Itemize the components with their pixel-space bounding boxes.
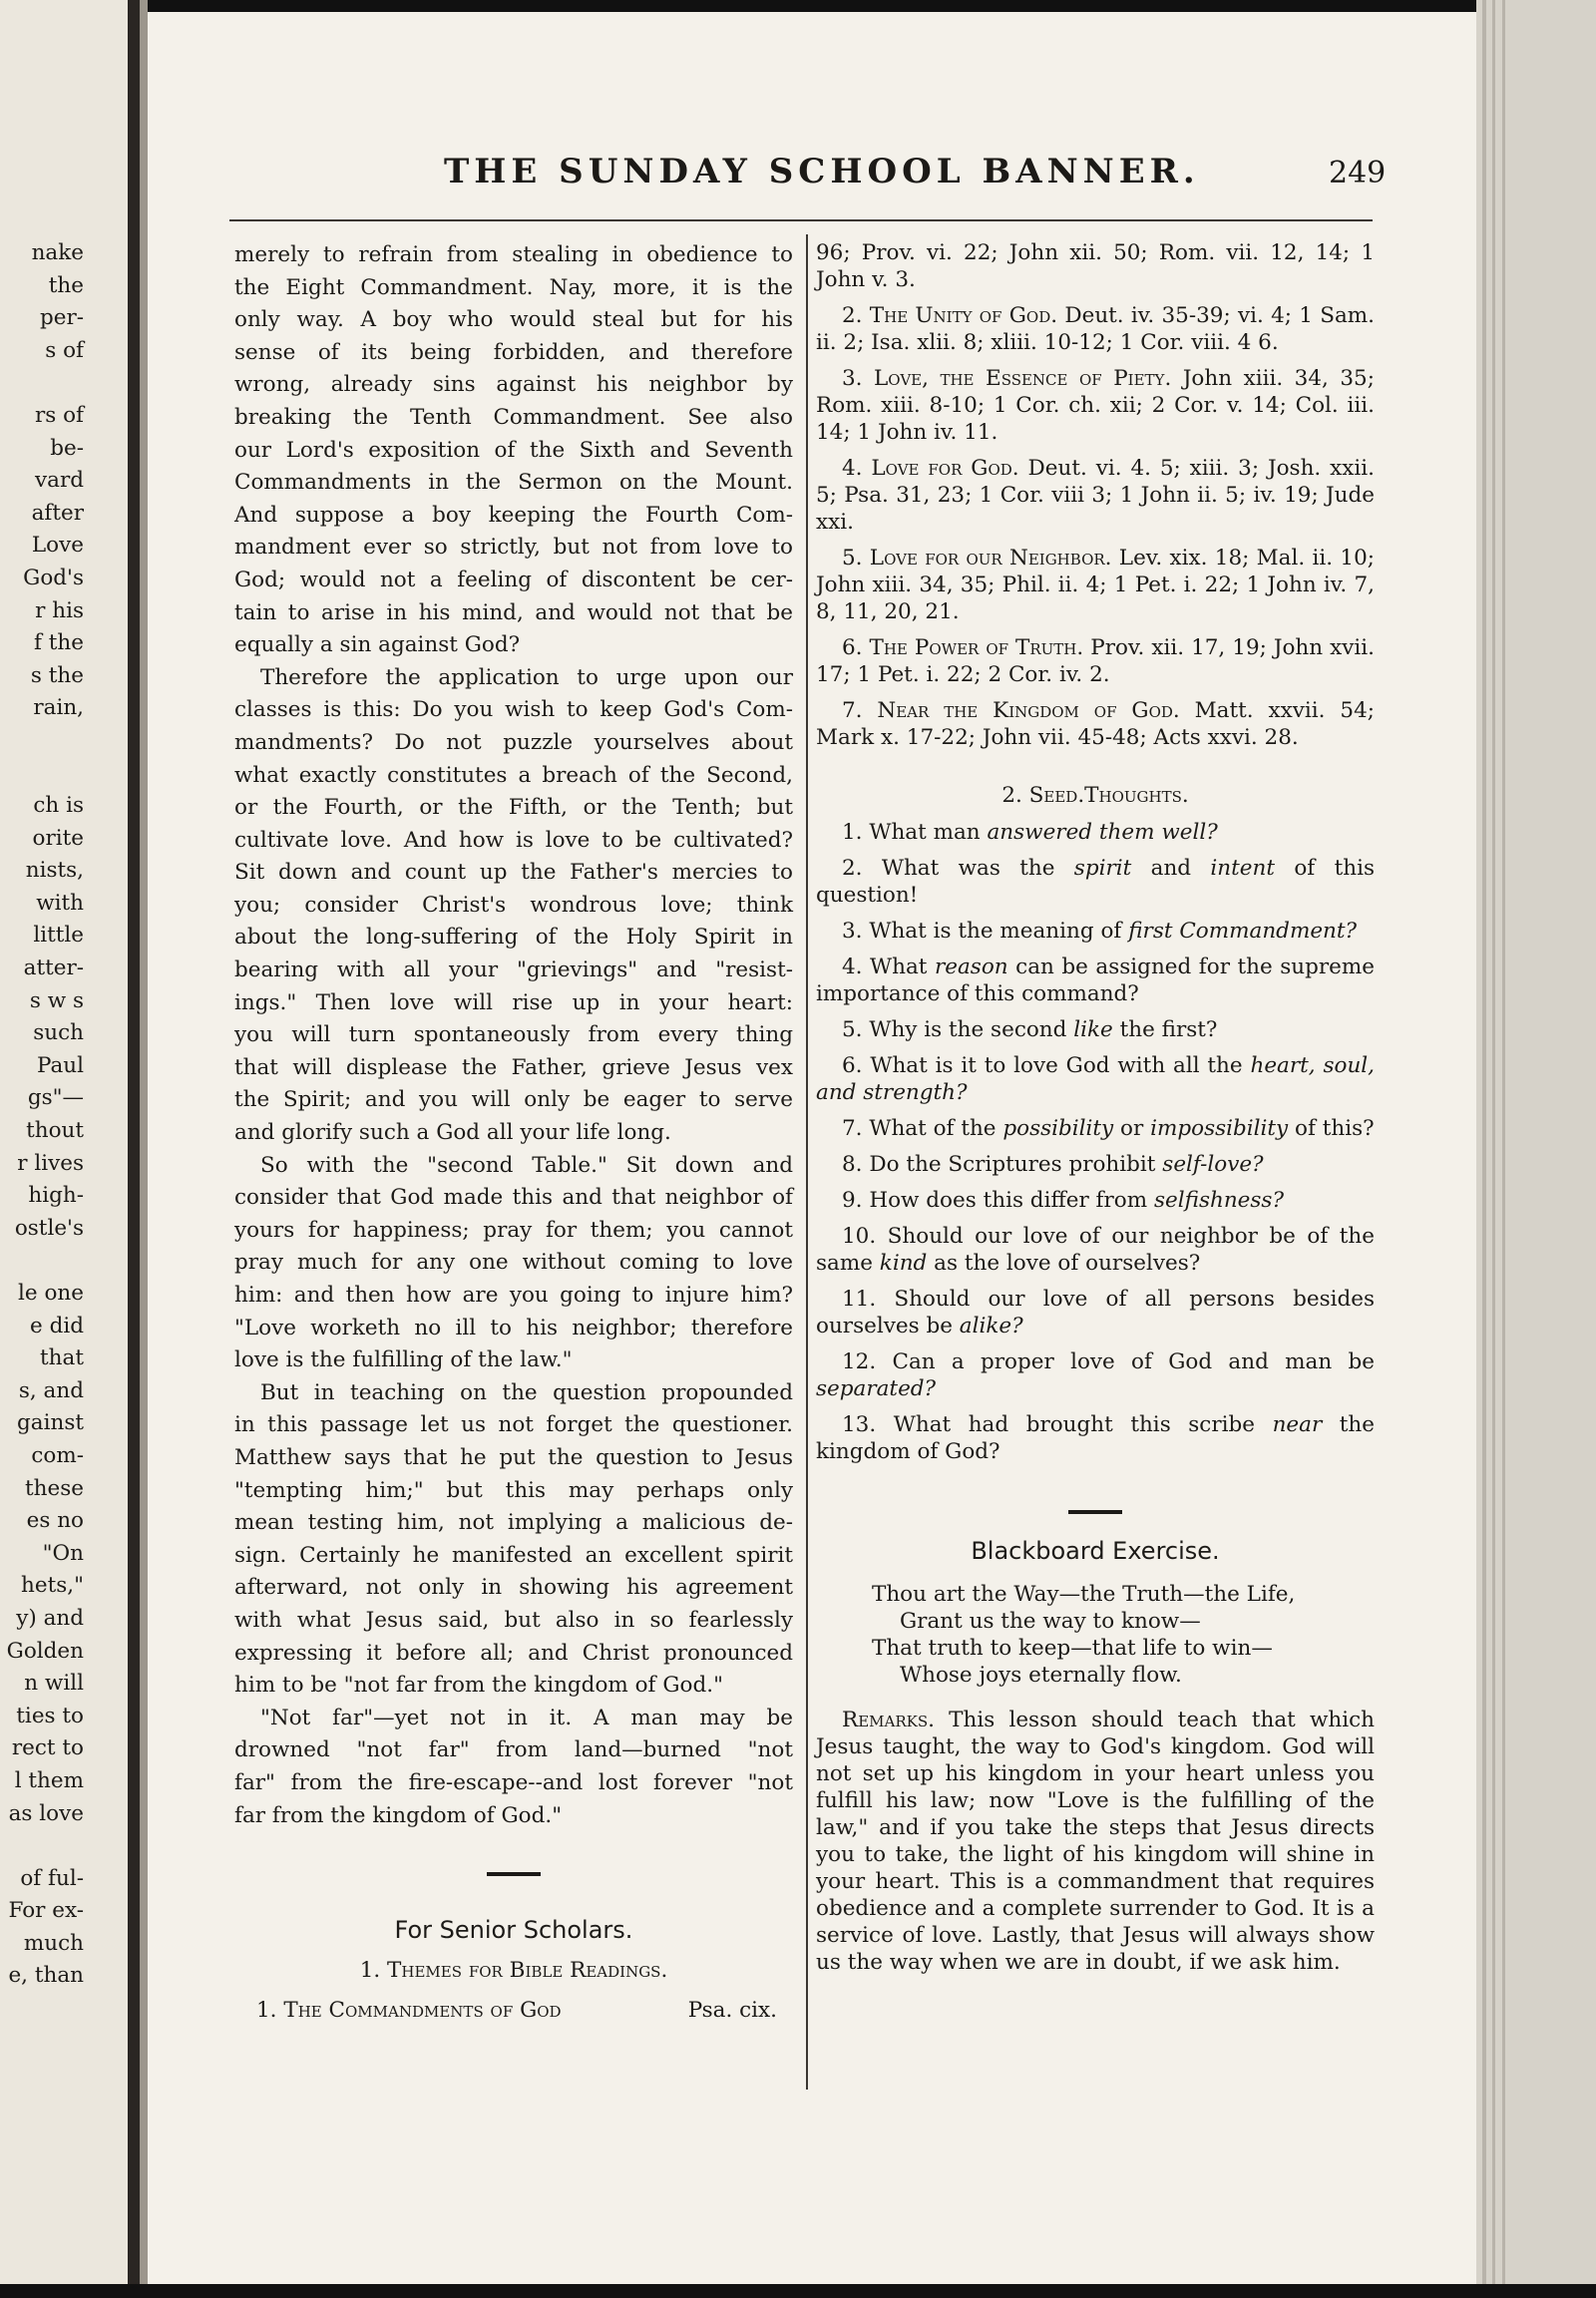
text-line: ings." Then love will rise up in your heart: (234, 989, 793, 1015)
theme-title: 5. Love for our Neighbor. (842, 546, 1112, 571)
page-number: 249 (1329, 156, 1387, 191)
emphasis: kind (879, 1251, 928, 1276)
question-item (816, 1187, 1375, 1214)
fragment-line: le one (18, 1281, 84, 1306)
theme-title: 2. The Unity of God. (842, 303, 1058, 328)
text-line: sign. Certainly he manifested an excellent spirit (234, 1542, 793, 1568)
question-item (816, 819, 1375, 846)
question-item (816, 1348, 1375, 1402)
question-text: 10. Should our love of our neighbor be of the same (816, 1224, 1375, 1276)
right-column (816, 239, 1375, 1976)
question-text: 6. What is it to love God with all the (842, 1053, 1251, 1078)
text-line: only way. A boy who would steal but for his (234, 307, 793, 333)
emphasis: reason (934, 955, 1008, 979)
question-item (816, 918, 1375, 945)
fragment-line: r lives (17, 1150, 84, 1176)
emphasis: impossibility (1150, 1116, 1289, 1141)
fragment-line: ties to (16, 1703, 84, 1728)
theme-reference: Psa. cix. (687, 1998, 777, 2024)
section-heading: Blackboard Exercise. (971, 1537, 1220, 1565)
text-line: love is the fulfilling of the law." (234, 1347, 573, 1373)
fragment-line: gainst (17, 1410, 84, 1436)
fragment-line: rect to (11, 1735, 84, 1761)
fragment-line: l them (14, 1767, 84, 1793)
fragment-line: f the (33, 630, 84, 656)
poem-line: That truth to keep—that life to win— (872, 1636, 1273, 1661)
fragment-line: gs"— (27, 1085, 84, 1111)
theme-title: 7. Near the Kingdom of God. (842, 698, 1180, 723)
text-line: Matthew says that he put the question to Jesus (234, 1444, 793, 1470)
paragraph (234, 1703, 793, 1832)
text-line: Commandments in the Sermon on the Mount. (234, 470, 793, 496)
subsection-heading: 2. Seed.Thoughts. (1001, 783, 1189, 808)
text-line: Therefore the application to urge upon our (260, 664, 793, 690)
text-line: mandment ever so strictly, but not from love to (234, 535, 793, 561)
text-line: yours for happiness; pray for them; you cannot (234, 1217, 793, 1243)
emphasis: near (1272, 1412, 1323, 1437)
remarks-label: Remarks. (842, 1708, 935, 1732)
left-column (234, 239, 793, 2028)
emphasis: possibility (1002, 1116, 1114, 1141)
question-text: the first? (1112, 1017, 1218, 1042)
fragment-line: s w s (29, 987, 84, 1013)
emphasis: like (1073, 1017, 1113, 1042)
text-line: and glorify such a God all your life long. (234, 1120, 671, 1146)
book-gutter (128, 0, 140, 2298)
text-line: our Lord's exposition of the Sixth and Seventh (234, 437, 793, 463)
fragment-line: e, than (8, 1963, 84, 1989)
theme-entry (816, 697, 1375, 751)
theme-entry (816, 545, 1375, 625)
text-line: mandments? Do not puzzle yourselves about (234, 729, 793, 755)
theme-reference: Deut. iv. 35-39; vi. 4; 1 Sam. ii. 2; Isa. xlii. 8; xliii. 10-12; 1 Cor. viii. 4 6. (816, 303, 1376, 355)
poem (816, 1581, 1375, 1689)
poem-line: Whose joys eternally flow. (900, 1663, 1182, 1688)
page-edge (1476, 0, 1596, 2298)
question-item (816, 1223, 1375, 1277)
fragment-line: s the (30, 662, 84, 688)
question-item (816, 1016, 1375, 1043)
question-text: the kingdom of God? (816, 1412, 1376, 1464)
fragment-line: n will (24, 1671, 84, 1697)
question-item (816, 1115, 1375, 1142)
question-text: 12. Can a proper love of God and man be (842, 1349, 1375, 1374)
text-line: him to be "not far from the kingdom of God." (234, 1673, 723, 1699)
fragment-line: be- (50, 435, 84, 461)
question-text: 3. What is the meaning of (842, 919, 1129, 944)
gutter-shadow (140, 0, 148, 2298)
fragment-line: ostle's (14, 1215, 84, 1241)
emphasis: alike? (959, 1314, 1023, 1339)
question-item (816, 855, 1375, 909)
fragment-line: orite (32, 825, 84, 851)
theme-title: 3. Love, the Essence of Piety. (842, 366, 1172, 391)
fragment-line: per- (39, 305, 84, 331)
fragment-line: For ex- (8, 1898, 84, 1924)
fragment-line: s of (45, 337, 84, 363)
fragment-line (0, 725, 84, 758)
text-line: the Eight Commandment. Nay, more, it is the (234, 274, 793, 300)
fragment-line: y) and (16, 1605, 84, 1631)
theme-continuation: 96; Prov. vi. 22; John xii. 50; Rom. vii. 12, 14; 1 John v. 3. (816, 240, 1375, 292)
emphasis: selfishness? (1153, 1188, 1284, 1213)
text-line: equally a sin against God? (234, 632, 521, 658)
text-line: wrong, already sins against his neighbor by (234, 372, 793, 398)
column-rule (806, 234, 808, 2090)
text-line: bearing with all your "grievings" and "resist- (234, 958, 793, 983)
question-text: 4. What (842, 955, 935, 979)
text-line: you will turn spontaneously from every thing (234, 1022, 793, 1048)
theme-reference: Deut. vi. 4. 5; xiii. 3; Josh. xxii. 5; Psa. 31, 23; 1 Cor. viii 3; 1 John ii. 5; iv. 19; Jude xxi. (816, 456, 1375, 535)
fragment-line: com- (31, 1442, 84, 1468)
fragment-line: the (48, 272, 84, 298)
text-line: "tempting him;" but this may perhaps only (234, 1477, 793, 1503)
text-line: "Love worketh no ill to his neighbor; therefore (234, 1315, 793, 1340)
question-text: 9. How does this differ from (842, 1188, 1154, 1213)
theme-entry (816, 302, 1375, 356)
emphasis: self-love? (1162, 1152, 1264, 1177)
emphasis: first Commandment? (1128, 919, 1358, 944)
fragment-line: Paul (36, 1052, 84, 1078)
question-text: of this? (1288, 1116, 1375, 1141)
question-item (816, 1052, 1375, 1106)
theme-reference: Prov. xii. 17, 19; John xvii. 17; 1 Pet. i. 22; 2 Cor. iv. 2. (816, 635, 1375, 687)
text-line: afterward, not only in showing his agreement (234, 1575, 793, 1601)
question-item (816, 1286, 1375, 1340)
text-line: what exactly constitutes a breach of the Second, (234, 762, 793, 788)
fragment-line: as love (8, 1800, 84, 1826)
theme-reference: Lev. xix. 18; Mal. ii. 10; John xiii. 34, 35; Phil. ii. 4; 1 Pet. i. 22; 1 John iv. 7, 8, 11, 20, 21. (816, 546, 1375, 624)
question-text: 1. What man (842, 820, 988, 845)
fragment-line: rain, (33, 695, 84, 721)
running-header (229, 150, 1387, 199)
theme-reference: John xiii. 34, 35; Rom. xiii. 8-10; 1 Cor. ch. xii; 2 Cor. v. 14; Col. iii. 14; 1 John iv. 11. (816, 366, 1375, 445)
question-text: 7. What of the (842, 1116, 1003, 1141)
text-line: "Not far"—yet not in it. A man may be (260, 1705, 793, 1730)
question-text: 13. What had brought this scribe (842, 1412, 1273, 1437)
fragment-line: much (23, 1930, 84, 1956)
question-text: and (1131, 856, 1211, 881)
fragment-line: ch is (33, 793, 84, 819)
section-heading: For Senior Scholars. (394, 1916, 633, 1945)
question-text: 8. Do the Scriptures prohibit (842, 1152, 1163, 1177)
text-line: with what Jesus said, but also in so fearlessly (234, 1607, 793, 1633)
question-text: as the love of ourselves? (927, 1251, 1201, 1276)
paragraph (234, 239, 793, 662)
theme-entry (234, 1995, 793, 2028)
text-line: tain to arise in his mind, and would not that be (234, 599, 793, 625)
fragment-line: nists, (25, 858, 84, 884)
text-line: you; consider Christ's wondrous love; think (234, 892, 793, 918)
question-text: of this question! (816, 856, 1375, 908)
remarks-text: This lesson should teach that which Jesus taught, the way to God's kingdom. God will not set up his kingdom in your heart unless you fulfill his law; now "Love is the fulfilling of the law," and if you take the steps that Jesus directs you to take, the light of his kingdom will shine in your heart. This is a commandment that requires obedience and a complete surrender to God. It is a service of love. Lastly, that Jesus will always show us the way when we are in doubt, if we ask him. (816, 1708, 1375, 1975)
question-text: 2. What was the (842, 856, 1074, 881)
fragment-line (0, 1830, 84, 1863)
fragment-line: atter- (23, 956, 84, 981)
text-line: God; would not a feeling of discontent be cer- (234, 567, 793, 592)
fragment-line: such (33, 1020, 84, 1046)
question-item (816, 1151, 1375, 1178)
text-line: But in teaching on the question propounded (260, 1379, 793, 1405)
text-line: that will displease the Father, grieve Jesus vex (234, 1054, 793, 1080)
fragment-line: high- (28, 1183, 84, 1209)
text-line: the Spirit; and you will only be eager to serve (234, 1087, 793, 1113)
question-item (816, 954, 1375, 1007)
theme-title: 1. The Commandments of God (256, 1998, 562, 2024)
theme-title: 6. The Power of Truth. (842, 635, 1084, 660)
text-line: consider that God made this and that neighbor of (234, 1185, 793, 1211)
question-text: or (1113, 1116, 1151, 1141)
fragment-line: God's (23, 565, 84, 590)
text-line: cultivate love. And how is love to be cultivated? (234, 827, 793, 853)
subsection-heading: 1. Themes for Bible Readings. (359, 1957, 668, 1983)
emphasis: intent (1210, 856, 1275, 881)
fragment-line (0, 1245, 84, 1278)
fragment-line (0, 758, 84, 791)
fragment-line: of ful- (20, 1865, 84, 1891)
theme-reference: Matt. xxvii. 54; Mark x. 17-22; John vii. 45-48; Acts xxvi. 28. (816, 698, 1375, 750)
text-line: sense of its being forbidden, and therefore (234, 339, 793, 365)
emphasis: heart, soul, and strength? (816, 1053, 1376, 1105)
text-line: classes is this: Do you wish to keep God's Com- (234, 697, 793, 723)
theme-title: 4. Love for God. (842, 456, 1019, 481)
fragment-line: after (31, 500, 84, 526)
paragraph (234, 662, 793, 1150)
emphasis: answered them well? (987, 820, 1218, 845)
theme-entry (816, 455, 1375, 536)
fragment-line: r his (35, 597, 84, 623)
question-text: 5. Why is the second (842, 1017, 1074, 1042)
text-line: breaking the Tenth Commandment. See also (234, 404, 793, 430)
text-line: far" from the fire-escape--and lost forever "not (234, 1769, 793, 1795)
text-line: expressing it before all; and Christ pronounced (234, 1640, 793, 1666)
fragment-line: thout (26, 1118, 84, 1144)
text-line: Sit down and count up the Father's mercies to (234, 860, 793, 886)
remarks-paragraph (816, 1707, 1375, 1976)
paragraph (234, 1150, 793, 1377)
text-line: pray much for any one without coming to love (234, 1250, 793, 1276)
text-line: And suppose a boy keeping the Fourth Com- (234, 502, 793, 528)
text-line: drowned "not far" from land—burned "not (234, 1737, 793, 1763)
fragment-line: rs of (34, 402, 84, 428)
fragment-line: hets," (21, 1573, 84, 1599)
header-rule (229, 219, 1373, 221)
fragment-line: that (40, 1345, 84, 1371)
text-line: mean testing him, not implying a malicious de- (234, 1510, 793, 1536)
theme-entry (816, 634, 1375, 688)
fragment-line: Golden (6, 1638, 84, 1664)
fragment-line: es no (26, 1508, 84, 1534)
fragment-line: "On (42, 1540, 84, 1566)
text-line: in this passage let us not forget the questioner. (234, 1412, 793, 1438)
emphasis: spirit (1073, 856, 1132, 881)
text-line: about the long-suffering of the Holy Spirit in (234, 925, 793, 951)
emphasis: separated? (816, 1376, 937, 1401)
fragment-line: s, and (18, 1377, 84, 1403)
fragment-line: e did (30, 1313, 84, 1339)
text-line: him: and then how are you going to injure him? (234, 1283, 793, 1308)
paragraph (234, 1377, 793, 1703)
fragment-line (0, 367, 84, 400)
text-line: far from the kingdom of God." (234, 1802, 563, 1828)
fragment-line: these (25, 1475, 84, 1501)
theme-entry (816, 365, 1375, 446)
facing-page-fragment (0, 0, 128, 2298)
text-line: merely to refrain from stealing in obedience to (234, 242, 793, 267)
question-text: 11. Should our love of all persons besides ourselves be (816, 1287, 1375, 1339)
text-line: So with the "second Table." Sit down and (260, 1152, 793, 1178)
page-header-title: THE SUNDAY SCHOOL BANNER. (444, 152, 1200, 192)
text-line: or the Fourth, or the Fifth, or the Tenth; but (234, 795, 793, 821)
fragment-line: little (33, 923, 84, 949)
scan-border-bottom (0, 2284, 1596, 2298)
fragment-line: Love (31, 533, 84, 559)
fragment-line: vard (34, 468, 84, 494)
question-list (816, 819, 1375, 1465)
fragment-line: nake (31, 240, 84, 265)
question-text: can be assigned for the supreme importance of this command? (816, 955, 1376, 1006)
fragment-line: with (36, 890, 84, 916)
poem-line: Thou art the Way—the Truth—the Life, (872, 1582, 1296, 1607)
question-item (816, 1411, 1375, 1465)
poem-line: Grant us the way to know— (900, 1609, 1201, 1634)
facing-page-text (0, 237, 84, 1993)
